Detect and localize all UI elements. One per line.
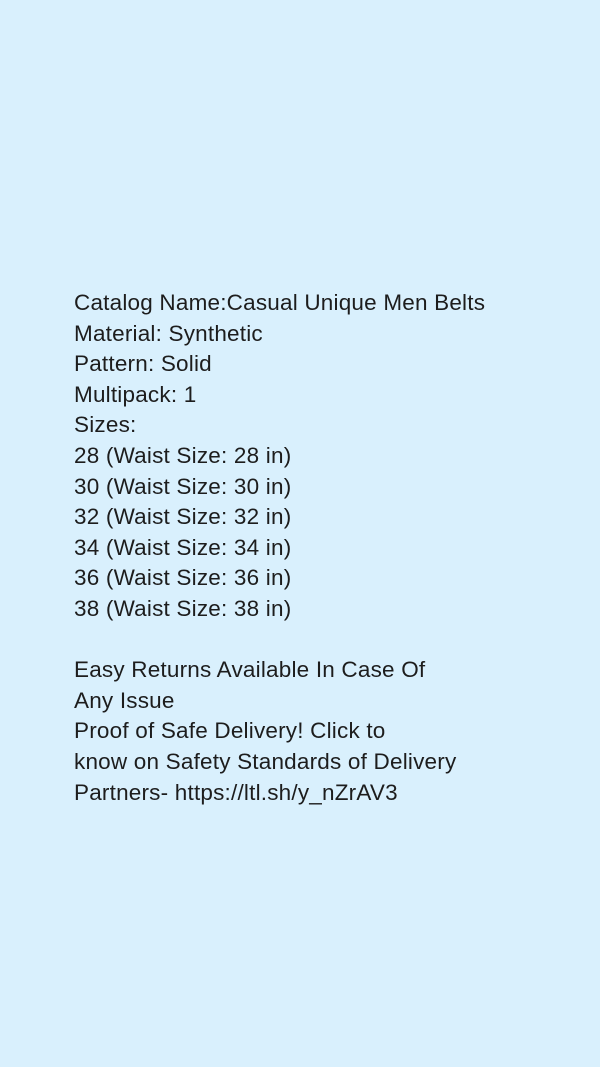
safety-line: Proof of Safe Delivery! Click to — [74, 718, 386, 744]
partners-label: Partners- — [74, 779, 175, 805]
size-item: 30 (Waist Size: 30 in) — [74, 473, 292, 499]
size-item: 34 (Waist Size: 34 in) — [74, 534, 292, 560]
size-item: 36 (Waist Size: 36 in) — [74, 565, 292, 591]
blank-line — [74, 625, 574, 656]
safety-line: know on Safety Standards of Delivery — [74, 748, 457, 774]
size-item: 38 (Waist Size: 38 in) — [74, 595, 292, 621]
catalog-name-line: Catalog Name:Casual Unique Men Belts — [74, 290, 486, 315]
pattern-line: Pattern: Solid — [74, 351, 212, 377]
sizes-label: Sizes: — [74, 412, 137, 438]
material-line: Material: Synthetic — [74, 320, 263, 346]
returns-line: Easy Returns Available In Case Of — [74, 657, 426, 683]
size-item: 28 (Waist Size: 28 in) — [74, 442, 292, 468]
partners-line — [74, 778, 574, 809]
multipack-line: Multipack: 1 — [74, 381, 197, 407]
size-item: 32 (Waist Size: 32 in) — [74, 504, 292, 530]
product-description — [74, 288, 574, 808]
returns-line: Any Issue — [74, 687, 175, 713]
delivery-safety-link[interactable]: https://ltl.sh/y_nZrAV3 — [174, 779, 398, 805]
